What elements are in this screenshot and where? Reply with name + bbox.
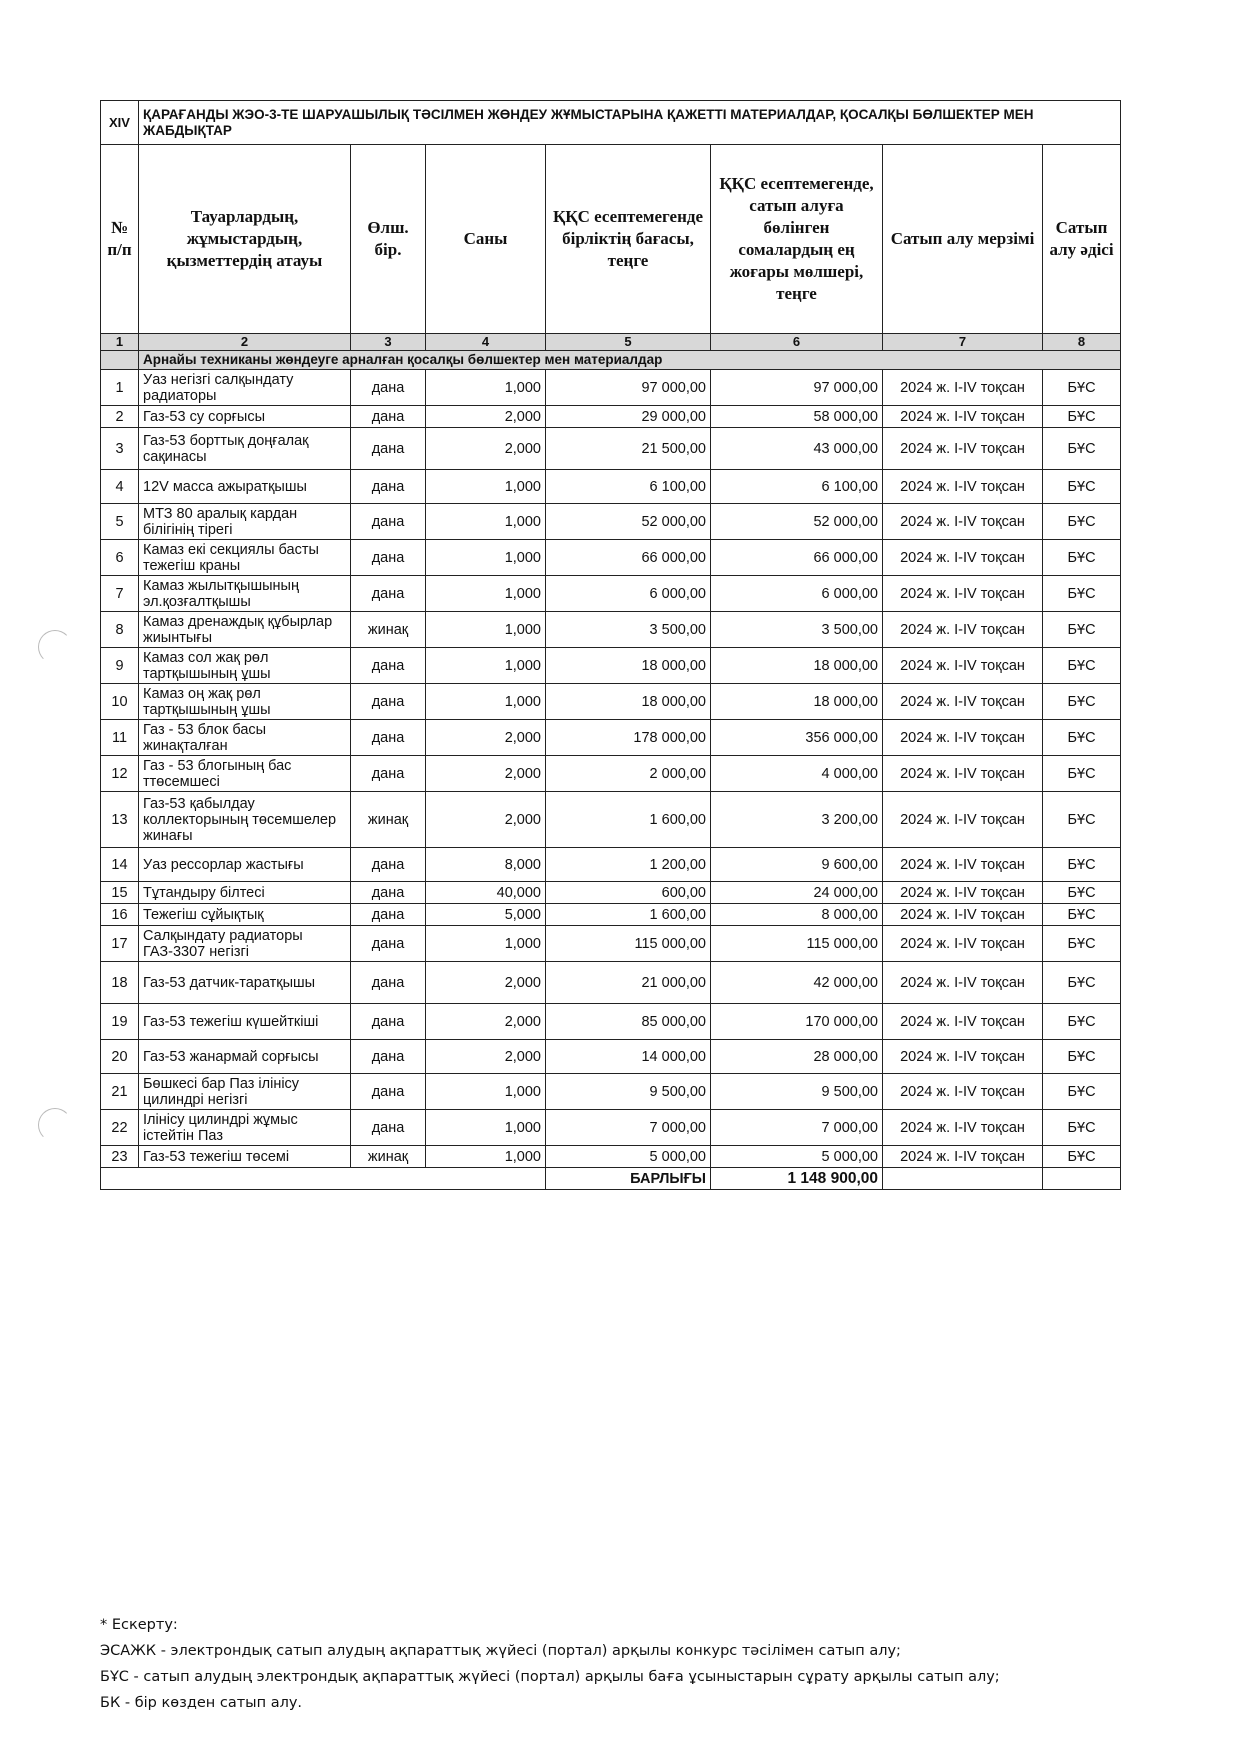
item-name: Газ - 53 блок басы жинақталған <box>139 720 351 756</box>
item-number: 15 <box>101 882 139 904</box>
table-row <box>101 470 1121 504</box>
item-number: 13 <box>101 792 139 848</box>
item-method: БҰС <box>1043 406 1121 428</box>
item-qty: 2,000 <box>426 1040 546 1074</box>
table-row <box>101 962 1121 1004</box>
item-qty: 40,000 <box>426 882 546 904</box>
item-unit: дана <box>351 756 426 792</box>
item-unit: дана <box>351 1004 426 1040</box>
item-number: 9 <box>101 648 139 684</box>
item-period: 2024 ж. I-IV тоқсан <box>883 612 1043 648</box>
item-unit-price: 85 000,00 <box>546 1004 711 1040</box>
item-name: Газ-53 датчик-таратқышы <box>139 962 351 1004</box>
item-name: Камаз сол жақ рөл тартқышының ұшы <box>139 648 351 684</box>
item-name: 12V масса ажыратқышы <box>139 470 351 504</box>
item-total: 356 000,00 <box>711 720 883 756</box>
total-row <box>101 1168 1121 1190</box>
item-unit-price: 97 000,00 <box>546 370 711 406</box>
table-row <box>101 428 1121 470</box>
item-qty: 2,000 <box>426 792 546 848</box>
item-method: БҰС <box>1043 576 1121 612</box>
item-method: БҰС <box>1043 1040 1121 1074</box>
item-total: 3 500,00 <box>711 612 883 648</box>
item-method: БҰС <box>1043 1110 1121 1146</box>
punch-hole-top <box>38 630 72 664</box>
column-number: 3 <box>351 334 426 351</box>
item-total: 5 000,00 <box>711 1146 883 1168</box>
item-qty: 1,000 <box>426 684 546 720</box>
item-method: БҰС <box>1043 428 1121 470</box>
item-qty: 1,000 <box>426 612 546 648</box>
item-name: Уаз негізгі салқындату радиаторы <box>139 370 351 406</box>
section-number: XIV <box>101 101 139 145</box>
section-title-row <box>101 101 1121 145</box>
item-unit-price: 178 000,00 <box>546 720 711 756</box>
item-unit: дана <box>351 648 426 684</box>
notes-block <box>100 1612 1100 1716</box>
item-unit-price: 115 000,00 <box>546 926 711 962</box>
item-number: 23 <box>101 1146 139 1168</box>
header-no: № п/п <box>101 145 139 334</box>
item-qty: 1,000 <box>426 576 546 612</box>
item-name: Камаз дренаждық құбырлар жиынтығы <box>139 612 351 648</box>
item-method: БҰС <box>1043 1074 1121 1110</box>
header-method: Сатып алу әдісі <box>1043 145 1121 334</box>
item-unit-price: 1 600,00 <box>546 904 711 926</box>
item-qty: 1,000 <box>426 1146 546 1168</box>
item-method: БҰС <box>1043 904 1121 926</box>
punch-hole-bottom <box>38 1108 72 1142</box>
item-number: 16 <box>101 904 139 926</box>
column-number: 7 <box>883 334 1043 351</box>
item-period: 2024 ж. I-IV тоқсан <box>883 882 1043 904</box>
item-qty: 8,000 <box>426 848 546 882</box>
item-number: 2 <box>101 406 139 428</box>
subsection-title: Арнайы техниканы жөндеуге арналған қосалқы бөлшектер мен материалдар <box>139 351 1121 370</box>
item-method: БҰС <box>1043 370 1121 406</box>
item-qty: 1,000 <box>426 540 546 576</box>
table-row <box>101 648 1121 684</box>
item-number: 4 <box>101 470 139 504</box>
item-method: БҰС <box>1043 684 1121 720</box>
item-unit: дана <box>351 406 426 428</box>
item-period: 2024 ж. I-IV тоқсан <box>883 576 1043 612</box>
item-unit-price: 7 000,00 <box>546 1110 711 1146</box>
item-unit-price: 2 000,00 <box>546 756 711 792</box>
item-unit-price: 6 100,00 <box>546 470 711 504</box>
item-unit: дана <box>351 684 426 720</box>
header-row <box>101 145 1121 334</box>
item-unit: дана <box>351 962 426 1004</box>
item-name: Камаз оң жақ рөл тартқышының ұшы <box>139 684 351 720</box>
column-number: 4 <box>426 334 546 351</box>
total-label: БАРЛЫҒЫ <box>546 1168 711 1190</box>
item-unit-price: 29 000,00 <box>546 406 711 428</box>
table-row <box>101 540 1121 576</box>
item-number: 5 <box>101 504 139 540</box>
item-total: 6 000,00 <box>711 576 883 612</box>
item-period: 2024 ж. I-IV тоқсан <box>883 540 1043 576</box>
header-unit: Өлш. бір. <box>351 145 426 334</box>
item-total: 4 000,00 <box>711 756 883 792</box>
item-number: 11 <box>101 720 139 756</box>
item-name: Тұтандыру білтесі <box>139 882 351 904</box>
item-unit: дана <box>351 1040 426 1074</box>
item-unit: дана <box>351 370 426 406</box>
item-name: Салқындату радиаторы ГАЗ-3307 негізгі <box>139 926 351 962</box>
item-name: Газ-53 тежегіш төсемі <box>139 1146 351 1168</box>
item-period: 2024 ж. I-IV тоқсан <box>883 648 1043 684</box>
item-total: 58 000,00 <box>711 406 883 428</box>
item-total: 115 000,00 <box>711 926 883 962</box>
table-row <box>101 848 1121 882</box>
column-number: 5 <box>546 334 711 351</box>
item-name: Газ-53 қабылдау коллекторының төсемшелер жинағы <box>139 792 351 848</box>
item-total: 97 000,00 <box>711 370 883 406</box>
item-unit: дана <box>351 926 426 962</box>
item-name: Уаз рессорлар жастығы <box>139 848 351 882</box>
table-row <box>101 1004 1121 1040</box>
table-row <box>101 1074 1121 1110</box>
table-row <box>101 406 1121 428</box>
item-name: Газ-53 жанармай сорғысы <box>139 1040 351 1074</box>
item-total: 18 000,00 <box>711 648 883 684</box>
item-period: 2024 ж. I-IV тоқсан <box>883 792 1043 848</box>
table-row <box>101 1146 1121 1168</box>
item-total: 28 000,00 <box>711 1040 883 1074</box>
item-name: Тежегіш сұйықтық <box>139 904 351 926</box>
item-qty: 1,000 <box>426 504 546 540</box>
item-number: 19 <box>101 1004 139 1040</box>
table-row <box>101 926 1121 962</box>
note-line: БҰС - сатып алудың электрондық ақпараттық жүйесі (портал) арқылы баға ұсыныстарын сұрату арқылы сатып алу; <box>100 1669 1000 1685</box>
item-total: 43 000,00 <box>711 428 883 470</box>
item-unit: дана <box>351 576 426 612</box>
item-unit: дана <box>351 504 426 540</box>
item-method: БҰС <box>1043 612 1121 648</box>
item-number: 7 <box>101 576 139 612</box>
table-row <box>101 720 1121 756</box>
item-unit-price: 21 000,00 <box>546 962 711 1004</box>
item-method: БҰС <box>1043 926 1121 962</box>
section-title: ҚАРАҒАНДЫ ЖЭО-3-ТЕ ШАРУАШЫЛЫҚ ТӘСІЛМЕН ЖӨНДЕУ ЖҰМЫСТАРЫНА ҚАЖЕТТІ МАТЕРИАЛДАР, ҚОСАЛҚЫ БӨЛШЕКТЕР МЕН ЖАБДЫҚТАР <box>139 101 1121 145</box>
item-unit: дана <box>351 1074 426 1110</box>
item-period: 2024 ж. I-IV тоқсан <box>883 470 1043 504</box>
item-period: 2024 ж. I-IV тоқсан <box>883 904 1043 926</box>
table-row <box>101 1110 1121 1146</box>
item-unit: жинақ <box>351 612 426 648</box>
item-unit-price: 18 000,00 <box>546 684 711 720</box>
item-unit-price: 600,00 <box>546 882 711 904</box>
item-qty: 1,000 <box>426 1110 546 1146</box>
item-period: 2024 ж. I-IV тоқсан <box>883 504 1043 540</box>
item-qty: 1,000 <box>426 370 546 406</box>
item-number: 6 <box>101 540 139 576</box>
item-unit: дана <box>351 904 426 926</box>
item-method: БҰС <box>1043 1146 1121 1168</box>
item-period: 2024 ж. I-IV тоқсан <box>883 848 1043 882</box>
item-total: 8 000,00 <box>711 904 883 926</box>
item-period: 2024 ж. I-IV тоқсан <box>883 1146 1043 1168</box>
item-name: Газ-53 су сорғысы <box>139 406 351 428</box>
column-number: 8 <box>1043 334 1121 351</box>
table-row <box>101 612 1121 648</box>
table-row <box>101 684 1121 720</box>
item-period: 2024 ж. I-IV тоқсан <box>883 370 1043 406</box>
item-unit: дана <box>351 470 426 504</box>
item-period: 2024 ж. I-IV тоқсан <box>883 1040 1043 1074</box>
item-qty: 5,000 <box>426 904 546 926</box>
header-name: Тауарлардың, жұмыстардың, қызметтердің атауы <box>139 145 351 334</box>
header-price: ҚҚС есептемегенде бірліктің бағасы, теңге <box>546 145 711 334</box>
item-name: Камаз екі секциялы басты тежегіш краны <box>139 540 351 576</box>
item-number: 18 <box>101 962 139 1004</box>
table-row <box>101 1040 1121 1074</box>
item-name: Бөшкесі бар Паз ілінісу цилиндрі негізгі <box>139 1074 351 1110</box>
note-line: ЭСАЖК - электрондық сатып алудың ақпараттық жүйесі (портал) арқылы конкурс тәсілімен сатып алу; <box>100 1643 901 1659</box>
item-method: БҰС <box>1043 540 1121 576</box>
item-method: БҰС <box>1043 792 1121 848</box>
item-unit: дана <box>351 848 426 882</box>
item-total: 24 000,00 <box>711 882 883 904</box>
item-qty: 2,000 <box>426 962 546 1004</box>
header-qty: Саны <box>426 145 546 334</box>
item-total: 66 000,00 <box>711 540 883 576</box>
notes-heading: * Ескерту: <box>100 1617 178 1633</box>
item-period: 2024 ж. I-IV тоқсан <box>883 406 1043 428</box>
item-total: 6 100,00 <box>711 470 883 504</box>
table-row <box>101 756 1121 792</box>
item-method: БҰС <box>1043 1004 1121 1040</box>
column-number: 2 <box>139 334 351 351</box>
table-row <box>101 792 1121 848</box>
column-number: 6 <box>711 334 883 351</box>
subsection-row <box>101 351 1121 370</box>
item-name: Ілінісу цилиндрі жұмыс істейтін Паз <box>139 1110 351 1146</box>
item-number: 3 <box>101 428 139 470</box>
item-qty: 2,000 <box>426 756 546 792</box>
item-total: 42 000,00 <box>711 962 883 1004</box>
item-method: БҰС <box>1043 720 1121 756</box>
procurement-table <box>100 100 1121 1190</box>
item-total: 52 000,00 <box>711 504 883 540</box>
table-row <box>101 576 1121 612</box>
item-unit: дана <box>351 428 426 470</box>
item-period: 2024 ж. I-IV тоқсан <box>883 684 1043 720</box>
item-total: 170 000,00 <box>711 1004 883 1040</box>
item-unit-price: 66 000,00 <box>546 540 711 576</box>
item-unit-price: 18 000,00 <box>546 648 711 684</box>
item-name: Камаз жылытқышының эл.қозғалтқышы <box>139 576 351 612</box>
item-period: 2024 ж. I-IV тоқсан <box>883 1004 1043 1040</box>
item-qty: 1,000 <box>426 926 546 962</box>
item-total: 9 500,00 <box>711 1074 883 1110</box>
table-row <box>101 504 1121 540</box>
item-method: БҰС <box>1043 848 1121 882</box>
item-period: 2024 ж. I-IV тоқсан <box>883 756 1043 792</box>
total-value: 1 148 900,00 <box>711 1168 883 1190</box>
item-number: 8 <box>101 612 139 648</box>
item-qty: 1,000 <box>426 648 546 684</box>
item-unit-price: 52 000,00 <box>546 504 711 540</box>
item-total: 18 000,00 <box>711 684 883 720</box>
item-unit-price: 1 200,00 <box>546 848 711 882</box>
item-unit-price: 3 500,00 <box>546 612 711 648</box>
item-qty: 2,000 <box>426 720 546 756</box>
item-number: 10 <box>101 684 139 720</box>
item-period: 2024 ж. I-IV тоқсан <box>883 1110 1043 1146</box>
item-unit-price: 14 000,00 <box>546 1040 711 1074</box>
item-unit-price: 6 000,00 <box>546 576 711 612</box>
item-qty: 2,000 <box>426 1004 546 1040</box>
item-number: 17 <box>101 926 139 962</box>
item-unit: жинақ <box>351 1146 426 1168</box>
table-row <box>101 370 1121 406</box>
item-name: Газ-53 тежегіш күшейткіші <box>139 1004 351 1040</box>
item-unit: дана <box>351 1110 426 1146</box>
item-method: БҰС <box>1043 962 1121 1004</box>
item-total: 7 000,00 <box>711 1110 883 1146</box>
item-unit: жинақ <box>351 792 426 848</box>
header-total: ҚҚС есептемегенде, сатып алуға бөлінген сомалардың ең жоғары мөлшері, теңге <box>711 145 883 334</box>
item-period: 2024 ж. I-IV тоқсан <box>883 720 1043 756</box>
item-number: 21 <box>101 1074 139 1110</box>
item-number: 1 <box>101 370 139 406</box>
item-method: БҰС <box>1043 756 1121 792</box>
item-qty: 2,000 <box>426 428 546 470</box>
item-total: 3 200,00 <box>711 792 883 848</box>
column-number: 1 <box>101 334 139 351</box>
item-unit: дана <box>351 540 426 576</box>
item-qty: 2,000 <box>426 406 546 428</box>
item-method: БҰС <box>1043 504 1121 540</box>
item-period: 2024 ж. I-IV тоқсан <box>883 1074 1043 1110</box>
note-line: БК - бір көзден сатып алу. <box>100 1695 303 1711</box>
item-period: 2024 ж. I-IV тоқсан <box>883 428 1043 470</box>
item-unit-price: 9 500,00 <box>546 1074 711 1110</box>
item-total: 9 600,00 <box>711 848 883 882</box>
column-number-row <box>101 334 1121 351</box>
table-row <box>101 904 1121 926</box>
item-period: 2024 ж. I-IV тоқсан <box>883 962 1043 1004</box>
item-unit-price: 1 600,00 <box>546 792 711 848</box>
item-number: 12 <box>101 756 139 792</box>
item-name: Газ-53 борттық доңғалақ сақинасы <box>139 428 351 470</box>
item-unit: дана <box>351 720 426 756</box>
item-number: 20 <box>101 1040 139 1074</box>
item-method: БҰС <box>1043 648 1121 684</box>
item-name: МТЗ 80 аралық кардан білігінің тірегі <box>139 504 351 540</box>
table-row <box>101 882 1121 904</box>
item-method: БҰС <box>1043 882 1121 904</box>
item-name: Газ - 53 блогының бас ттөсемшесі <box>139 756 351 792</box>
item-qty: 1,000 <box>426 1074 546 1110</box>
item-number: 14 <box>101 848 139 882</box>
procurement-sheet <box>100 100 1120 1190</box>
item-unit-price: 5 000,00 <box>546 1146 711 1168</box>
item-method: БҰС <box>1043 470 1121 504</box>
item-unit-price: 21 500,00 <box>546 428 711 470</box>
item-unit: дана <box>351 882 426 904</box>
item-number: 22 <box>101 1110 139 1146</box>
item-qty: 1,000 <box>426 470 546 504</box>
header-period: Сатып алу мерзімі <box>883 145 1043 334</box>
item-period: 2024 ж. I-IV тоқсан <box>883 926 1043 962</box>
